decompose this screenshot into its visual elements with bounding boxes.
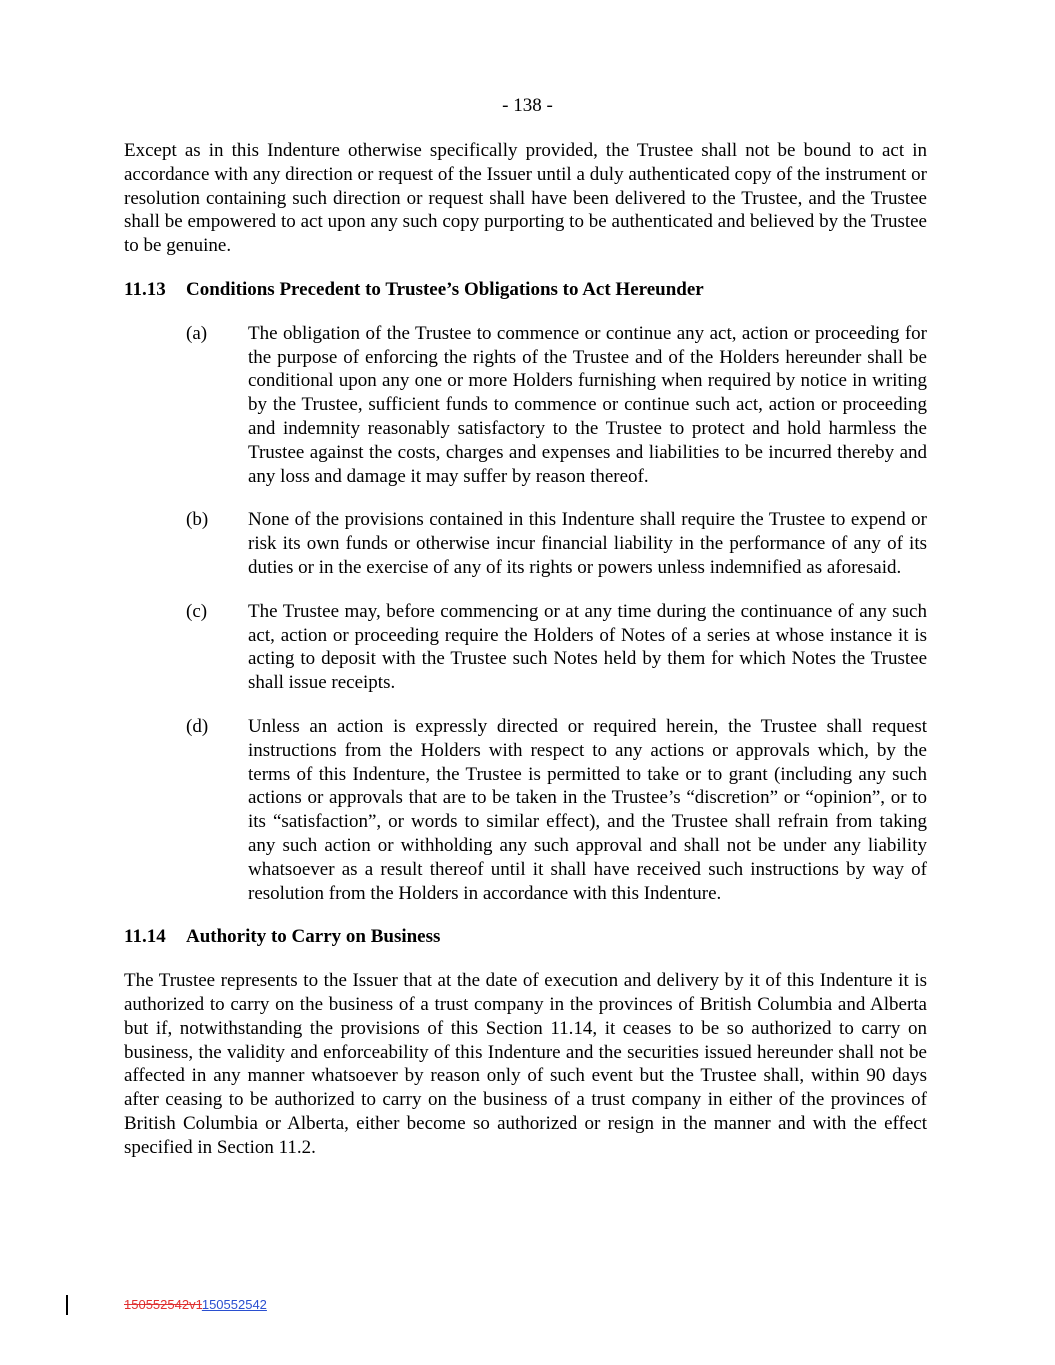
section-title: Authority to Carry on Business: [186, 926, 441, 948]
item-label: (a): [186, 322, 208, 344]
section-number: 11.13: [124, 278, 166, 300]
inserted-reference: 150552542: [201, 1297, 267, 1312]
item-text: None of the provisions contained in this Indenture shall require the Trustee to expend or risk its own funds or otherwise incur financial liability in the performance of any of its duties or in the exercise of any of its rights or powers unless indemnified as aforesaid.: [248, 509, 927, 578]
section-number: 11.14: [124, 926, 166, 948]
change-bar: [66, 1295, 68, 1315]
section-heading-11-14: [124, 925, 927, 949]
page-number: - 138 -: [502, 95, 553, 116]
item-label: (c): [186, 600, 208, 622]
item-text: The Trustee may, before commencing or at any time during the continuance of any such act, action or proceeding require the Holders of Notes of a series at whose instance it is acting to deposit with the Trustee such Notes held by them for which Notes the Trustee shall issue receipts.: [248, 600, 927, 694]
item-label: (b): [186, 509, 209, 531]
section-title: Conditions Precedent to Trustee’s Obligations to Act Hereunder: [186, 278, 704, 300]
section-11-14-paragraph: The Trustee represents to the Issuer that at the date of execution and delivery by it of this Indenture it is authorized to carry on the business of a trust company in the provinces of British Columbia and Alberta but if, notwithstanding the provisions of this Section 11.14, it ceases to be so authorized to carry on business, the validity and enforceability of this Indenture and the securities issued hereunder shall not be affected in any manner whatsoever by reason only of such event but the Trustee shall, within 90 days after ceasing to be authorized to carry on the business of a trust company in either of the provinces of British Columbia or Alberta, either become so authorized or resign in the manner and with the effect specified in Section 11.2.: [124, 970, 927, 1158]
item-text: Unless an action is expressly directed or required herein, the Trustee shall request instructions from the Holders with respect to any actions or approvals which, by the terms of this Indenture, the Trustee is permitted to take or to grant (including any such actions or approvals that are to be taken in the Trustee’s “discretion” or “opinion”, or to its “satisfaction”, or words to similar effect), and the Trustee shall refrain from taking any such action or withholding any such approval and shall not be under any liability whatsoever as a result thereof until it shall have received such instructions by way of resolution from the Holders in accordance with this Indenture.: [248, 715, 927, 904]
list-item-c: [124, 600, 927, 695]
item-text: The obligation of the Trustee to commence or continue any act, action or proceeding for the purpose of enforcing the rights of the Trustee and of the Holders hereunder shall be conditional upon any one or more Holders furnishing when required by notice in writing by the Trustee, sufficient funds to commence or continue such act, action or proceeding and indemnity reasonably satisfactory to the Trustee to protect and hold harmless the Trustee against the costs, charges and expenses and liabilities to be incurred thereby and any loss and damage it may suffer by reason thereof.: [248, 322, 927, 487]
list-item-b: [124, 508, 927, 579]
deleted-reference: 150552542v1: [124, 1297, 202, 1312]
item-label: (d): [186, 715, 209, 737]
document-reference-footer: [124, 1297, 267, 1313]
section-heading-11-13: [124, 278, 927, 302]
document-body: [124, 139, 927, 1159]
list-item-a: [124, 322, 927, 489]
intro-paragraph: Except as in this Indenture otherwise specifically provided, the Trustee shall not be bound to act in accordance with any direction or request of the Issuer until a duly authenticated copy of the instrument or resolution containing such direction or request shall have been delivered to the Trustee, and the Trustee shall be empowered to act upon any such copy purporting to be authenticated and believed by the Trustee to be genuine.: [124, 140, 927, 257]
list-item-d: [124, 715, 927, 905]
